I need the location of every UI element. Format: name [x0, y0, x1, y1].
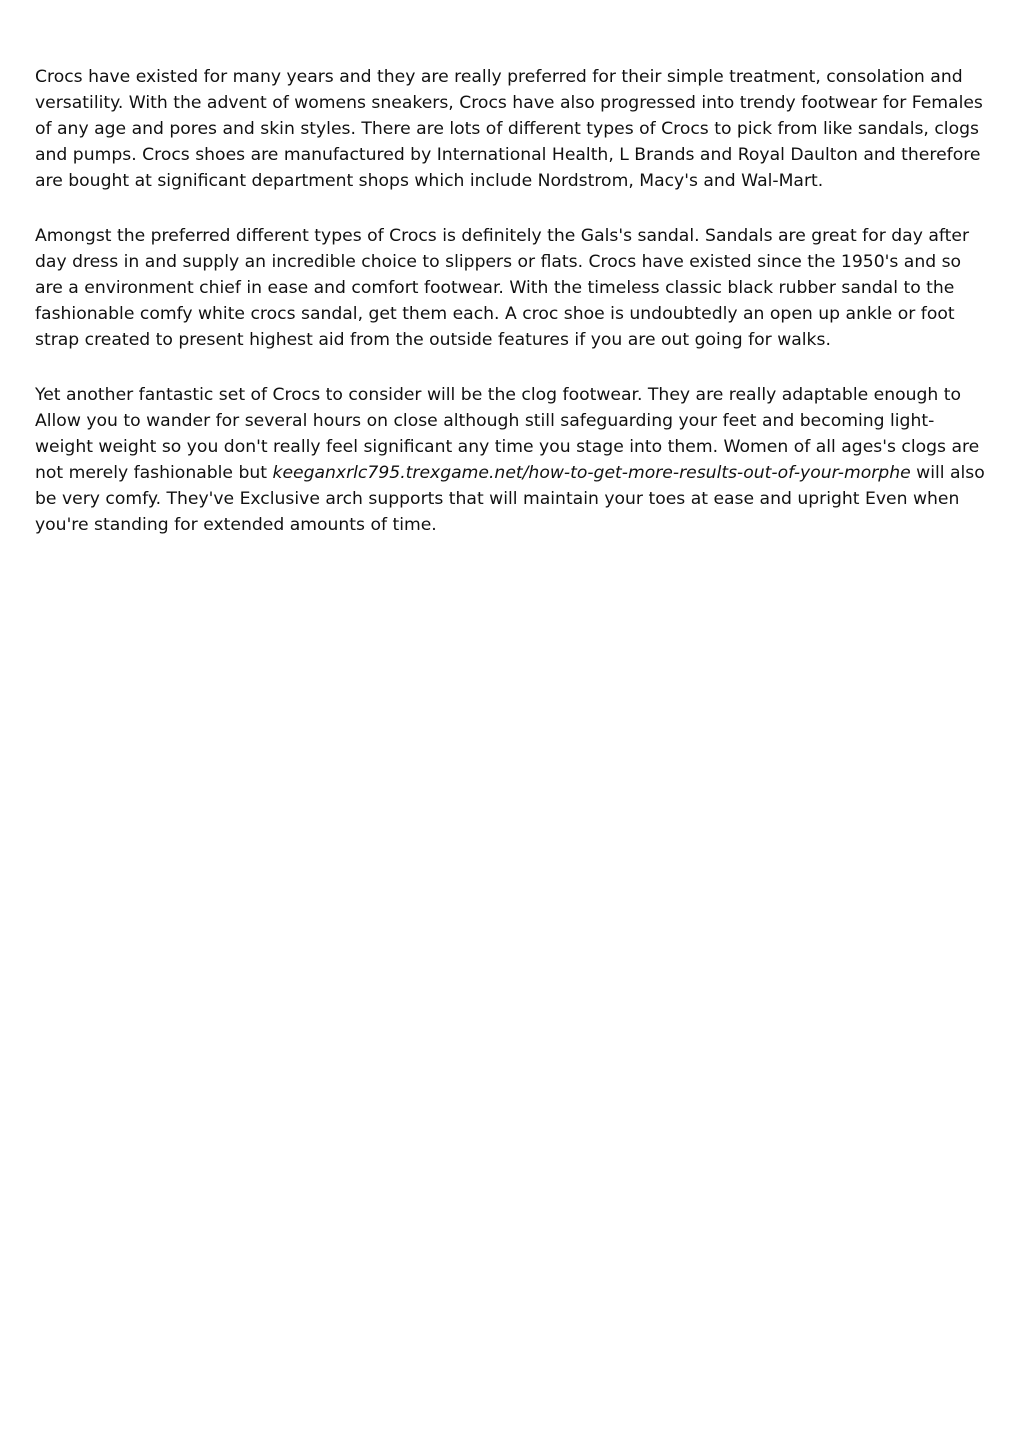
paragraph-1: Crocs have existed for many years and they are really preferred for their simple treatment, consolation and versatility. With the advent of womens sneakers, Crocs have also progressed into trendy footwear for Females of any age and pores and skin styles. There are lots of different types of Crocs to pick from like sandals, clogs and pumps. Crocs shoes are manufactured by International Health, L Brands and Royal Daulton and therefore are bought at significant department shops which include Nordstrom, Macy's and Wal-Mart.: [35, 67, 983, 191]
article-body: [35, 64, 990, 567]
article-link[interactable]: keeganxrlc795.trexgame.net/how-to-get-more-results-out-of-your-morphe: [272, 463, 911, 483]
paragraph-2: Amongst the preferred different types of Crocs is definitely the Gals's sandal. Sandals are great for day after day dress in and supply an incredible choice to slippers or flats. Crocs have existed since the 1950's and so are a environment chief in ease and comfort footwear. With the timeless classic black rubber sandal to the fashionable comfy white crocs sandal, get them each. A croc shoe is undoubtedly an open up ankle or foot strap created to present highest aid from the outside features if you are out going for walks.: [35, 226, 970, 350]
paragraph-3: [35, 382, 990, 538]
paragraph-3-text-end: will also be very comfy. They've Exclusive arch supports that will maintain your toes at ease and upright Even when you're standing for extended amounts of time.: [35, 463, 985, 535]
paragraph-3-text-start: Yet another fantastic set of Crocs to consider will be the clog footwear. They are really adaptable enough to Allow you to wander for several hours on close although still safeguarding your feet and becoming light-weight weight so you don't really feel significant any time you stage into them. Women of all ages's clogs are not merely fashionable but: [35, 385, 980, 483]
